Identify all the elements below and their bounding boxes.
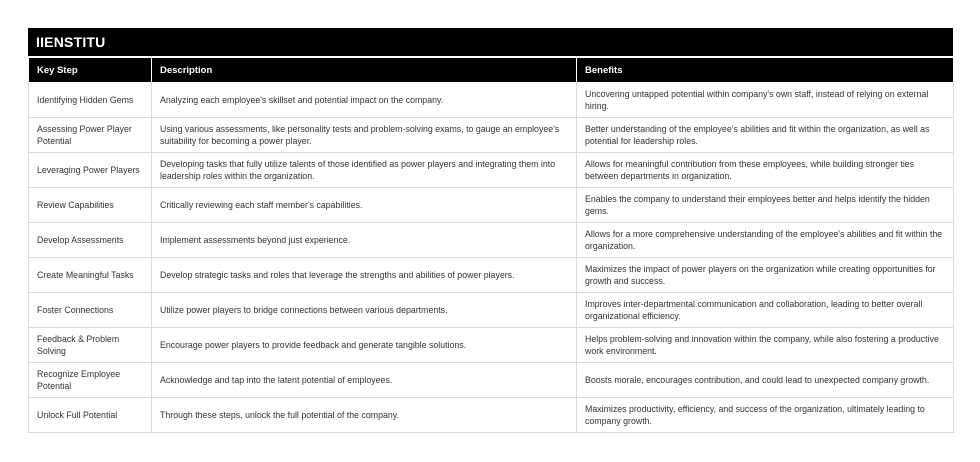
table-body [29,83,954,433]
cell-description: Analyzing each employee's skillset and potential impact on the company. [152,83,577,118]
table-row [29,363,954,398]
cell-benefits: Allows for meaningful contribution from these employees, while building stronger ties between departments in organization. [577,153,954,188]
cell-benefits: Allows for a more comprehensive understanding of the employee's abilities and fit within the organization. [577,223,954,258]
cell-benefits: Helps problem-solving and innovation within the company, while also fostering a productive work environment. [577,328,954,363]
cell-benefits: Improves inter-departmental communication and collaboration, leading to better overall organizational efficiency. [577,293,954,328]
table-row [29,328,954,363]
table-row [29,223,954,258]
cell-benefits: Enables the company to understand their employees better and helps identify the hidden gems. [577,188,954,223]
table-row [29,153,954,188]
cell-key-step: Unlock Full Potential [29,398,152,433]
cell-benefits: Maximizes the impact of power players on the organization while creating opportunities for growth and success. [577,258,954,293]
cell-description: Utilize power players to bridge connections between various departments. [152,293,577,328]
table-row [29,188,954,223]
cell-description: Acknowledge and tap into the latent potential of employees. [152,363,577,398]
cell-key-step: Leveraging Power Players [29,153,152,188]
cell-key-step: Identifying Hidden Gems [29,83,152,118]
cell-description: Implement assessments beyond just experience. [152,223,577,258]
table-header [29,58,954,83]
cell-key-step: Develop Assessments [29,223,152,258]
table-row [29,258,954,293]
header-description: Description [152,58,577,83]
cell-benefits: Maximizes productivity, efficiency, and success of the organization, ultimately leading to company growth. [577,398,954,433]
table-row [29,293,954,328]
cell-key-step: Recognize Employee Potential [29,363,152,398]
table-row [29,398,954,433]
cell-description: Develop strategic tasks and roles that leverage the strengths and abilities of power players. [152,258,577,293]
table-card [28,28,953,433]
cell-key-step: Create Meaningful Tasks [29,258,152,293]
cell-key-step: Assessing Power Player Potential [29,118,152,153]
cell-benefits: Better understanding of the employee's abilities and fit within the organization, as well as potential for leadership roles. [577,118,954,153]
cell-description: Encourage power players to provide feedback and generate tangible solutions. [152,328,577,363]
header-key-step: Key Step [29,58,152,83]
header-row [29,58,954,83]
cell-description: Developing tasks that fully utilize talents of those identified as power players and integrating them into leadership roles within the organization. [152,153,577,188]
cell-benefits: Uncovering untapped potential within company's own staff, instead of relying on external hiring. [577,83,954,118]
brand-title: IIENSTITU [28,28,953,57]
table-row [29,118,954,153]
key-steps-table [28,57,954,433]
table-row [29,83,954,118]
cell-benefits: Boosts morale, encourages contribution, and could lead to unexpected company growth. [577,363,954,398]
cell-description: Using various assessments, like personality tests and problem-solving exams, to gauge an employee's suitability for becoming a power player. [152,118,577,153]
cell-key-step: Feedback & Problem Solving [29,328,152,363]
cell-description: Critically reviewing each staff member's capabilities. [152,188,577,223]
cell-description: Through these steps, unlock the full potential of the company. [152,398,577,433]
cell-key-step: Foster Connections [29,293,152,328]
header-benefits: Benefits [577,58,954,83]
cell-key-step: Review Capabilities [29,188,152,223]
